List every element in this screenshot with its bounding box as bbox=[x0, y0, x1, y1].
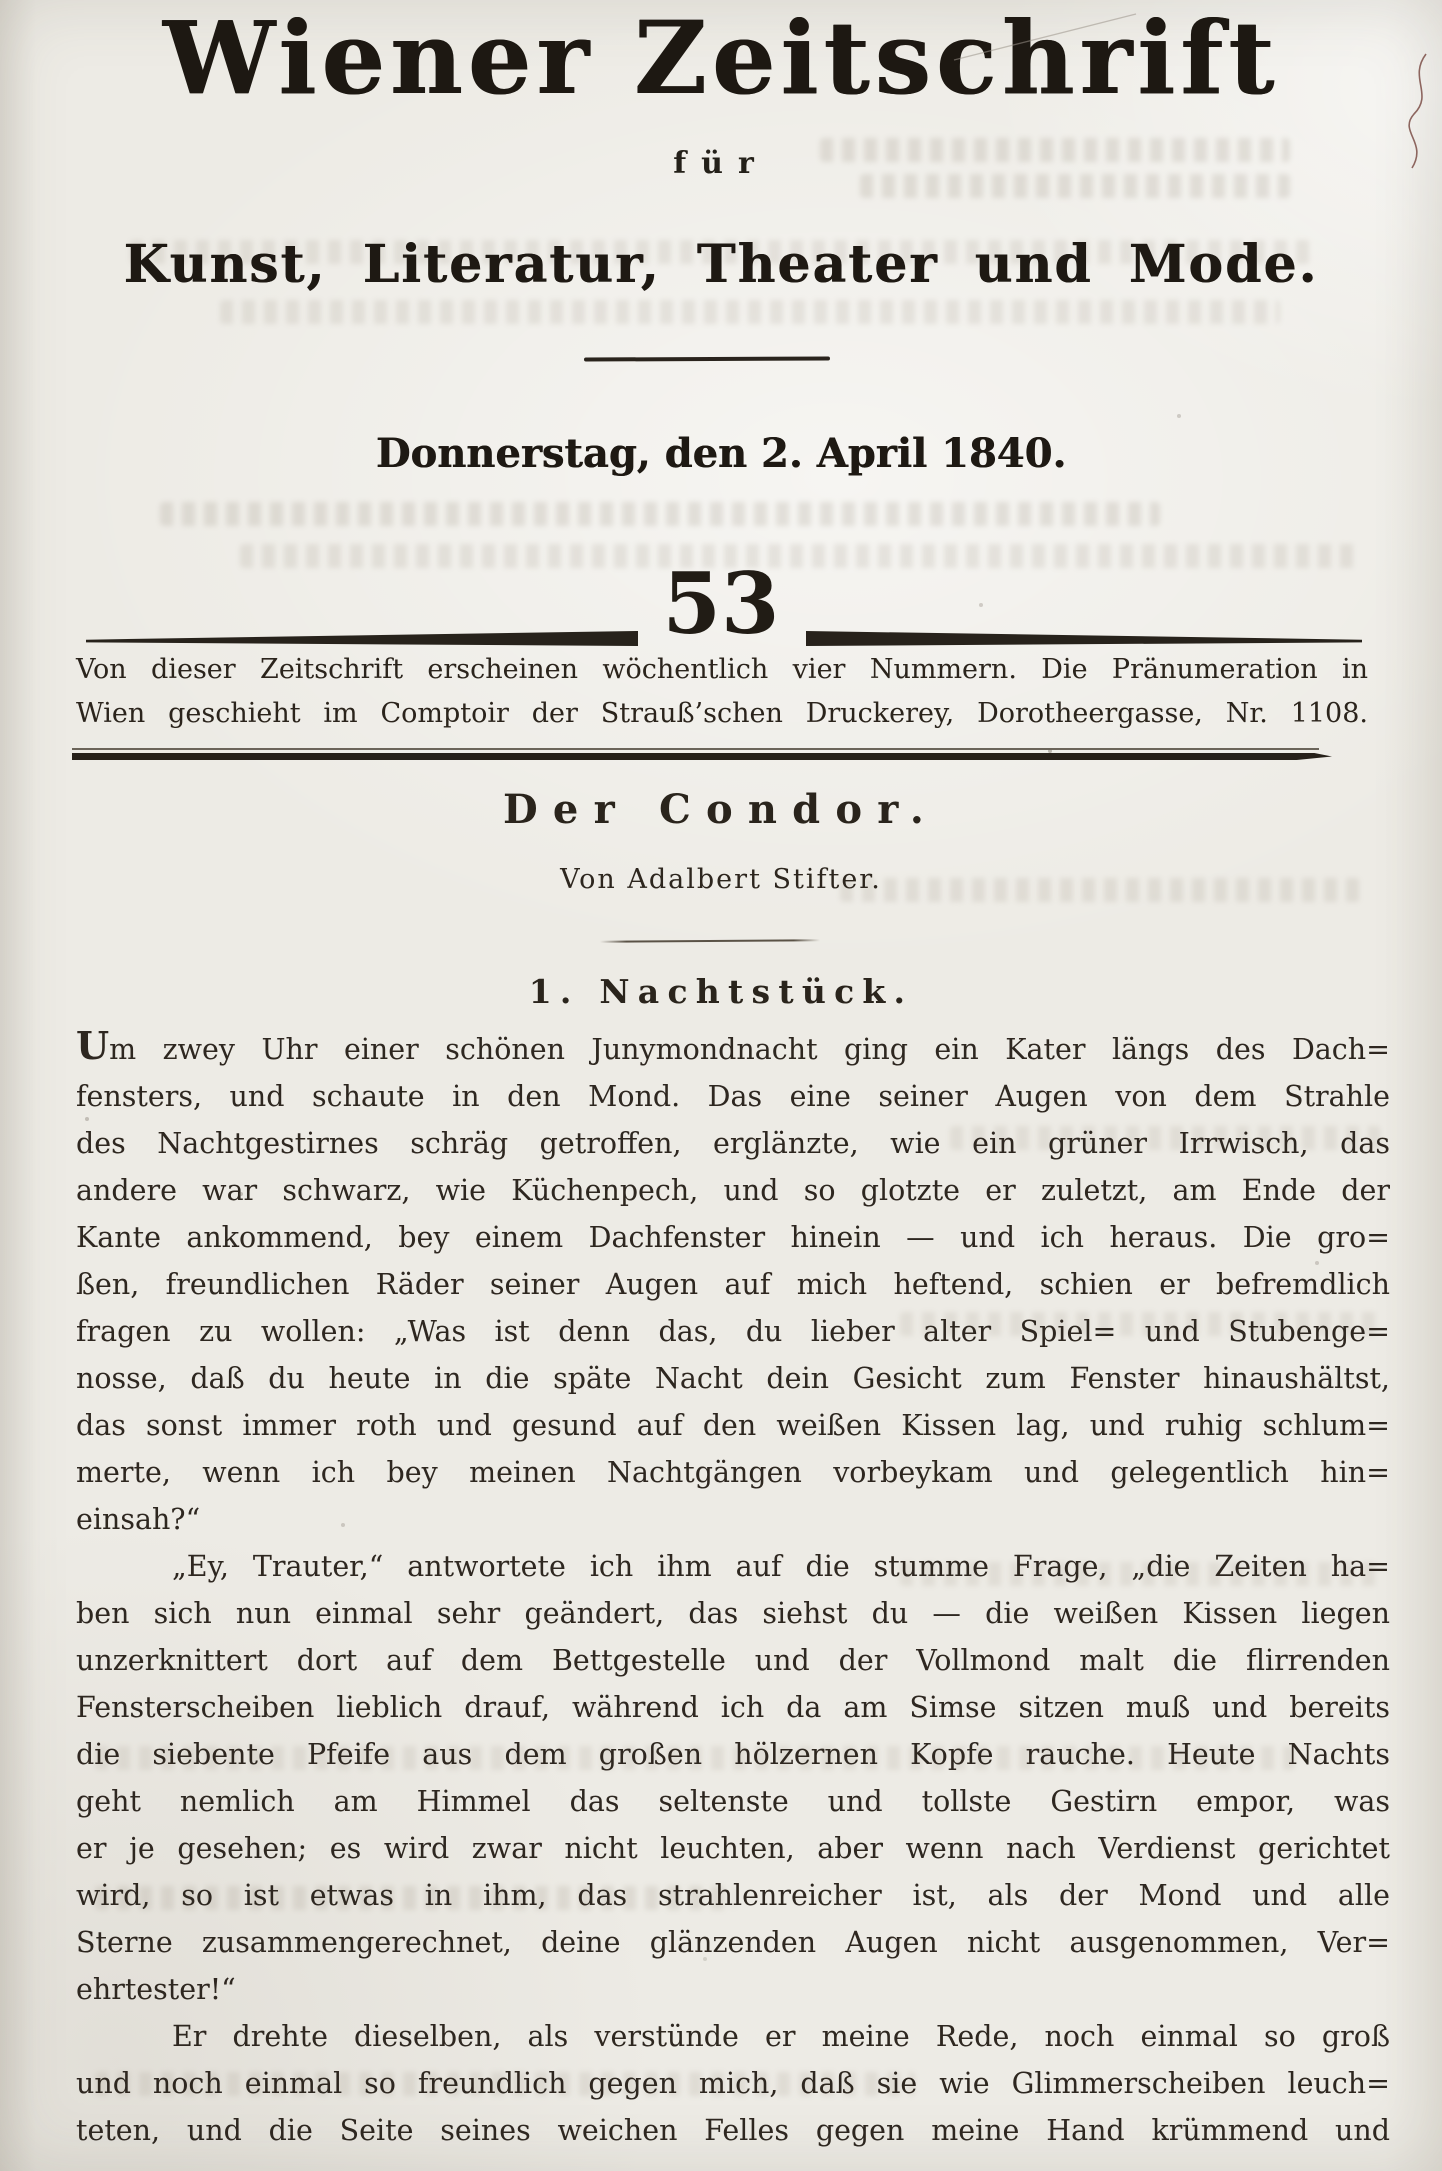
text-line: teten, und die Seite seines weichen Felles gegen meine Hand krümmend und bbox=[76, 2114, 1390, 2147]
subscription-notice bbox=[76, 648, 1368, 736]
issue-date: Donnerstag, den 2. April 1840. bbox=[375, 430, 1067, 477]
divider-thick-line bbox=[72, 753, 1332, 760]
text-line: nosse, daß du heute in die späte Nacht dein Gesicht zum Fenster hinaushältst, bbox=[76, 1362, 1390, 1395]
divider-thin-line bbox=[72, 748, 1319, 750]
byline-divider-rule bbox=[600, 939, 820, 943]
masthead-title: Wiener Zeitschrift bbox=[162, 0, 1280, 117]
bleedthrough-ghost bbox=[160, 502, 1160, 526]
paragraph bbox=[76, 1023, 1390, 1543]
subtitle-divider-rule bbox=[584, 356, 830, 361]
text-line: einsah?“ bbox=[76, 1503, 201, 1536]
text-line: Er drehte dieselben, als verstünde er meine Rede, noch einmal so groß bbox=[172, 2020, 1390, 2053]
text-line: Kante ankommend, bey einem Dachfenster hinein — und ich heraus. Die gro= bbox=[76, 1221, 1390, 1254]
masthead-subtitle: Kunst, Literatur, Theater und Mode. bbox=[123, 234, 1319, 295]
text-line: wird, so ist etwas in ihm, das strahlenreicher ist, als der Mond und alle bbox=[76, 1879, 1390, 1912]
text-line: Wien geschieht im Comptoir der Strauß’schen Druckerey, Dorotheergasse, Nr. 1108. bbox=[76, 698, 1368, 729]
text-line: er je gesehen; es wird zwar nicht leuchten, aber wenn nach Verdienst gerichtet bbox=[76, 1832, 1390, 1865]
text-line: geht nemlich am Himmel das seltenste und tollste Gestirn empor, was bbox=[76, 1785, 1390, 1818]
text-line: fragen zu wollen: „Was ist denn das, du lieber alter Spiel= und Stubenge= bbox=[76, 1315, 1390, 1348]
paragraph bbox=[76, 2013, 1390, 2154]
text-line: und noch einmal so freundlich gegen mich, daß sie wie Glimmerscheiben leuch= bbox=[76, 2067, 1390, 2100]
text-line: ßen, freundlichen Räder seiner Augen auf mich heftend, schien er befremdlich bbox=[76, 1268, 1390, 1301]
article-body bbox=[76, 1023, 1390, 2154]
text-line: Von dieser Zeitschrift erscheinen wöchentlich vier Nummern. Die Pränumeration in bbox=[76, 654, 1368, 685]
text-line: das sonst immer roth und gesund auf den weißen Kissen lag, und ruhig schlum= bbox=[76, 1409, 1390, 1442]
text-line: Fensterscheiben lieblich drauf, während ich da am Simse sitzen muß und bereits bbox=[76, 1691, 1390, 1724]
text-line: merte, wenn ich bey meinen Nachtgängen vorbeykam und gelegentlich hin= bbox=[76, 1456, 1390, 1489]
text-line: des Nachtgestirnes schräg getroffen, erglänzte, wie ein grüner Irrwisch, das bbox=[76, 1127, 1390, 1160]
text-line: unzerknittert dort auf dem Bettgestelle und der Vollmond malt die flirrenden bbox=[76, 1644, 1390, 1677]
text-line: ehrtester!“ bbox=[76, 1973, 236, 2006]
bleedthrough-ghost bbox=[220, 300, 1280, 324]
paragraph bbox=[76, 1543, 1390, 2013]
text-line: andere war schwarz, wie Küchenpech, und so glotzte er zuletzt, am Ende der bbox=[76, 1174, 1390, 1207]
masthead-fuer: für bbox=[673, 146, 769, 181]
text-line: fensters, und schaute in den Mond. Das eine seiner Augen von dem Strahle bbox=[76, 1080, 1390, 1113]
article-byline: Von Adalbert Stifter. bbox=[560, 864, 882, 895]
issue-number: 53 bbox=[662, 554, 780, 653]
text-line: „Ey, Trauter,“ antwortete ich ihm auf die stumme Frage, „die Zeiten ha= bbox=[172, 1550, 1390, 1583]
section-heading: 1. Nachtstück. bbox=[528, 972, 914, 1011]
text-line: Um zwey Uhr einer schönen Junymondnacht ging ein Kater längs des Dach= bbox=[76, 1023, 1390, 1068]
text-line: ben sich nun einmal sehr geändert, das siehst du — die weißen Kissen liegen bbox=[76, 1597, 1390, 1630]
article-title: Der Condor. bbox=[503, 786, 939, 833]
text-line: Sterne zusammengerechnet, deine glänzenden Augen nicht ausgenommen, Ver= bbox=[76, 1926, 1390, 1959]
header-divider-rule bbox=[72, 748, 1332, 760]
text-line: die siebente Pfeife aus dem großen hölzernen Kopfe rauche. Heute Nachts bbox=[76, 1738, 1390, 1771]
